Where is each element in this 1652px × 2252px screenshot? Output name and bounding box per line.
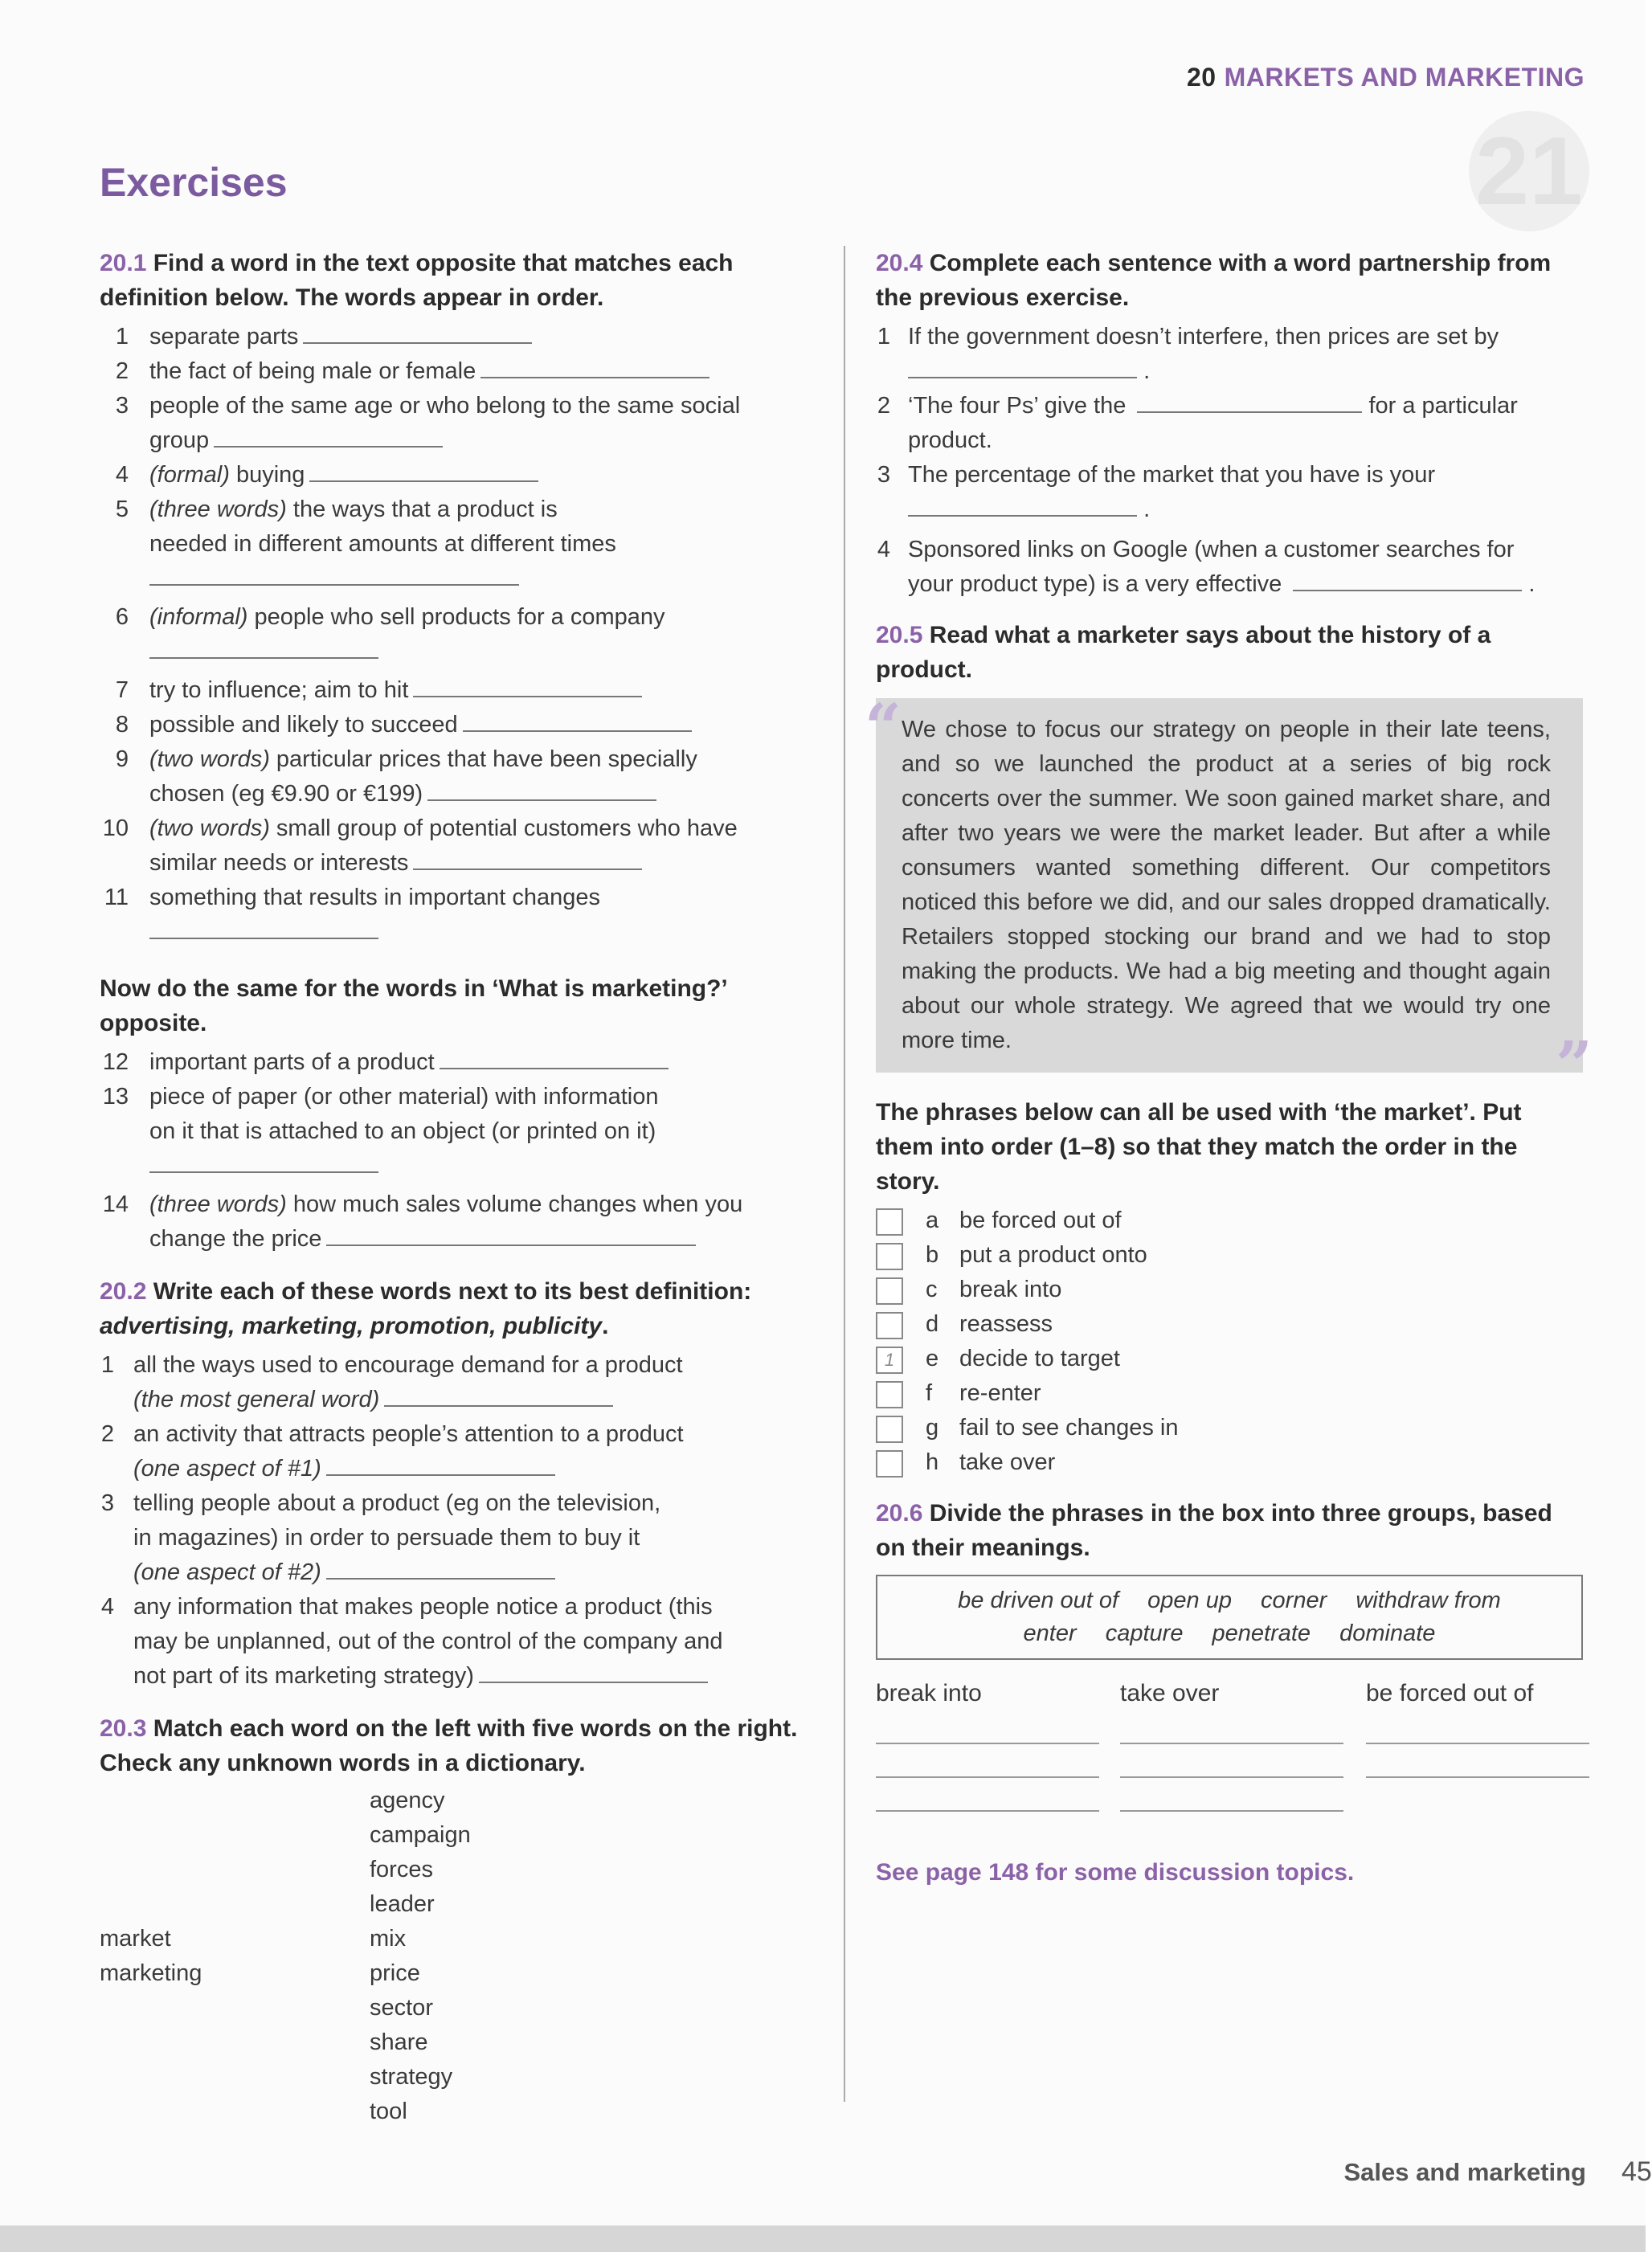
word-sector: sector xyxy=(370,1995,433,2021)
answer-blank[interactable] xyxy=(149,918,378,939)
right-column xyxy=(865,246,1593,1886)
list-item: 4 (formal) buying xyxy=(100,458,815,492)
exercise-20-1-heading: 20.1 Find a word in the text opposite that matches each definition below. The words appear in order. xyxy=(100,250,734,311)
order-option: g fail to see changes in xyxy=(876,1411,1583,1445)
answer-blank[interactable] xyxy=(214,427,443,448)
list-item: 14 (three words) how much sales volume changes when you change the price xyxy=(102,1191,743,1252)
group-be-forced-out-of: be forced out of xyxy=(1366,1676,1589,1778)
answer-blank[interactable] xyxy=(326,1559,555,1580)
list-item: 2 an activity that attracts people’s attention to a product (one aspect of #1) xyxy=(100,1421,684,1482)
list-item: 8 possible and likely to succeed xyxy=(100,708,815,742)
phrase: withdraw from xyxy=(1356,1588,1501,1613)
exercise-20-6-heading: 20.6 Divide the phrases in the box into three groups, based on their meanings. xyxy=(876,1500,1552,1561)
word-agency: agency xyxy=(370,1788,445,1813)
phrase: capture xyxy=(1105,1621,1184,1646)
exercise-20-4-heading: 20.4 Complete each sentence with a word partnership from the previous exercise. xyxy=(876,250,1552,311)
list-item: 11 something that results in important changes xyxy=(100,881,815,954)
order-option: f re-enter xyxy=(876,1376,1583,1411)
group-break-into: break into xyxy=(876,1676,1099,1812)
page-edge-shadow xyxy=(0,2225,1646,2252)
open-quote-icon: “ xyxy=(865,689,902,765)
answer-blank[interactable] xyxy=(149,565,519,586)
marketer-quote xyxy=(865,689,1593,1102)
word-leader: leader xyxy=(370,1891,435,1917)
order-checkbox[interactable] xyxy=(876,1243,903,1270)
list-item: 2 the fact of being male or female xyxy=(100,354,815,389)
group-take-over: take over xyxy=(1120,1676,1343,1812)
page-title: Exercises xyxy=(100,160,288,205)
discussion-topics-link[interactable]: See page 148 for some discussion topics. xyxy=(876,1859,1355,1886)
order-option: c break into xyxy=(876,1273,1583,1307)
page-number: 45 xyxy=(1621,2156,1652,2187)
right-words xyxy=(370,1784,471,2129)
exercise-20-5-heading: 20.5 Read what a marketer says about the history of a product. xyxy=(876,622,1491,683)
answer-blank[interactable] xyxy=(326,1225,696,1246)
answer-blank[interactable] xyxy=(427,780,656,801)
list-item: 12 important parts of a product xyxy=(100,1045,815,1080)
order-option: d reassess xyxy=(876,1307,1583,1342)
answer-blank[interactable] xyxy=(309,461,538,482)
order-option: 1 e decide to target xyxy=(876,1342,1583,1376)
answer-blank[interactable] xyxy=(413,676,642,697)
list-item: 9 (two words) particular prices that have been specially chosen (eg €9.90 or €199) xyxy=(115,746,697,807)
answer-line[interactable] xyxy=(1120,1778,1343,1812)
phrase: dominate xyxy=(1339,1621,1436,1646)
answer-blank[interactable] xyxy=(908,358,1137,378)
list-item: 1 all the ways used to encourage demand for a product (the most general word) xyxy=(100,1352,683,1412)
quote-text: We chose to focus our strategy on people in their late teens, and so we launched the product at a series of big rock concerts over the summer. We soon gained market share, and after two years we were the market leader. But after a while consumers wanted something different. Our competitors noticed this before we did, and our sales dropped dramatically. Retailers stopped stocking our brand and we had to stop making the products. We had a big meeting and thought again about our whole strategy. We agreed that we would try one more time. xyxy=(902,717,1551,1053)
answer-blank[interactable] xyxy=(413,849,642,870)
answer-blank[interactable] xyxy=(384,1386,613,1407)
phrase: open up xyxy=(1147,1588,1232,1613)
footer-section: Sales and marketing xyxy=(1343,2158,1586,2186)
word-share: share xyxy=(370,2029,428,2055)
answer-line[interactable] xyxy=(1120,1744,1343,1778)
phrase: enter xyxy=(1023,1621,1077,1646)
word-market: market xyxy=(100,1926,171,1952)
list-item: 4 Sponsored links on Google (when a customer searches for your product type) is a very effective . xyxy=(877,537,1535,597)
left-words xyxy=(100,1922,202,1991)
list-item: 1 If the government doesn’t interfere, then prices are set by . xyxy=(877,324,1499,384)
list-item: 1 separate parts xyxy=(100,320,815,354)
running-header xyxy=(1187,63,1585,92)
exercise-20-1-items-2 xyxy=(100,1045,815,1257)
answer-blank[interactable] xyxy=(1137,392,1362,413)
list-item: 6 (informal) people who sell products for a company xyxy=(100,600,815,673)
list-item: 5 (three words) the ways that a product is needed in different amounts at different times xyxy=(100,492,815,600)
list-item: 3 The percentage of the market that you have is your . xyxy=(877,462,1436,522)
answer-line[interactable] xyxy=(1120,1710,1343,1744)
word-campaign: campaign xyxy=(370,1822,471,1848)
exercise-20-5-subheading: The phrases below can all be used with ‘the market’. Put them into order (1–8) so that they match the order in the story. xyxy=(876,1099,1522,1195)
order-option: h take over xyxy=(876,1445,1583,1480)
list-item: 3 people of the same age or who belong to the same social group xyxy=(115,393,741,453)
word-mix: mix xyxy=(370,1926,407,1952)
list-item: 2 ‘The four Ps’ give the for a particular product. xyxy=(877,393,1518,453)
answer-blank[interactable] xyxy=(480,358,709,378)
word-price: price xyxy=(370,1960,420,1986)
word-tool: tool xyxy=(370,2099,407,2124)
order-checkbox[interactable] xyxy=(876,1450,903,1477)
word-forces: forces xyxy=(370,1857,433,1882)
answer-blank[interactable] xyxy=(326,1455,555,1476)
answer-blank[interactable] xyxy=(1293,570,1522,591)
order-checkbox[interactable] xyxy=(876,1277,903,1305)
word-strategy: strategy xyxy=(370,2064,453,2090)
phrase: be driven out of xyxy=(958,1588,1119,1613)
exercise-20-4-items xyxy=(876,320,1583,602)
answer-blank[interactable] xyxy=(149,638,378,659)
list-item: 10 (two words) small group of potential customers who have similar needs or interests xyxy=(102,815,738,876)
answer-blank[interactable] xyxy=(440,1048,669,1069)
exercise-20-3-heading: 20.3 Match each word on the left with five words on the right. Check any unknown words in a dictionary. xyxy=(100,1715,798,1776)
order-option: a be forced out of xyxy=(876,1204,1583,1238)
exercise-20-5-options xyxy=(876,1204,1583,1480)
answer-line[interactable] xyxy=(876,1710,1099,1744)
left-column xyxy=(100,246,815,2124)
group-columns xyxy=(876,1676,1583,1853)
answer-blank[interactable] xyxy=(303,323,532,344)
close-quote-icon: ” xyxy=(1555,1027,1593,1102)
order-checkbox[interactable] xyxy=(876,1416,903,1443)
phrase: corner xyxy=(1261,1588,1327,1613)
exercise-20-1-subheading: Now do the same for the words in ‘What is marketing?’ opposite. xyxy=(100,975,727,1036)
list-item: 13 piece of paper (or other material) with information on it that is attached to an object (or printed on it) xyxy=(100,1080,815,1187)
order-checkbox[interactable] xyxy=(876,1381,903,1408)
order-checkbox[interactable] xyxy=(876,1312,903,1339)
phrase: penetrate xyxy=(1212,1621,1311,1646)
unit-badge: 21 xyxy=(1469,111,1589,231)
answer-blank[interactable] xyxy=(479,1662,708,1683)
answer-line[interactable] xyxy=(1366,1710,1589,1744)
column-divider xyxy=(844,246,845,2102)
unit-title: MARKETS AND MARKETING xyxy=(1224,63,1585,92)
exercise-20-3-matching xyxy=(100,1784,815,2124)
list-item: 7 try to influence; aim to hit xyxy=(100,673,815,708)
answer-blank[interactable] xyxy=(463,711,692,732)
answer-line[interactable] xyxy=(1366,1744,1589,1778)
answer-blank[interactable] xyxy=(149,1152,378,1173)
word-marketing: marketing xyxy=(100,1960,202,1986)
order-checkbox[interactable] xyxy=(876,1208,903,1236)
exercise-20-2-heading: 20.2 Write each of these words next to its best definition: advertising, marketing, promotion, publicity. xyxy=(100,1278,752,1339)
answer-blank[interactable] xyxy=(908,496,1137,517)
order-checkbox[interactable]: 1 xyxy=(876,1347,903,1374)
answer-line[interactable] xyxy=(876,1744,1099,1778)
exercise-20-2-items xyxy=(100,1348,815,1694)
list-item: 3 telling people about a product (eg on the television, in magazines) in order to persuade them to buy it (one aspect of #2) xyxy=(100,1490,661,1585)
answer-line[interactable] xyxy=(876,1778,1099,1812)
list-item: 4 any information that makes people notice a product (this may be unplanned, out of the control of the company and not part of its marketing strategy) xyxy=(100,1594,723,1689)
order-option: b put a product onto xyxy=(876,1238,1583,1273)
phrase-box xyxy=(876,1575,1583,1660)
unit-number: 20 xyxy=(1187,63,1217,92)
exercise-20-1-items xyxy=(100,320,815,954)
